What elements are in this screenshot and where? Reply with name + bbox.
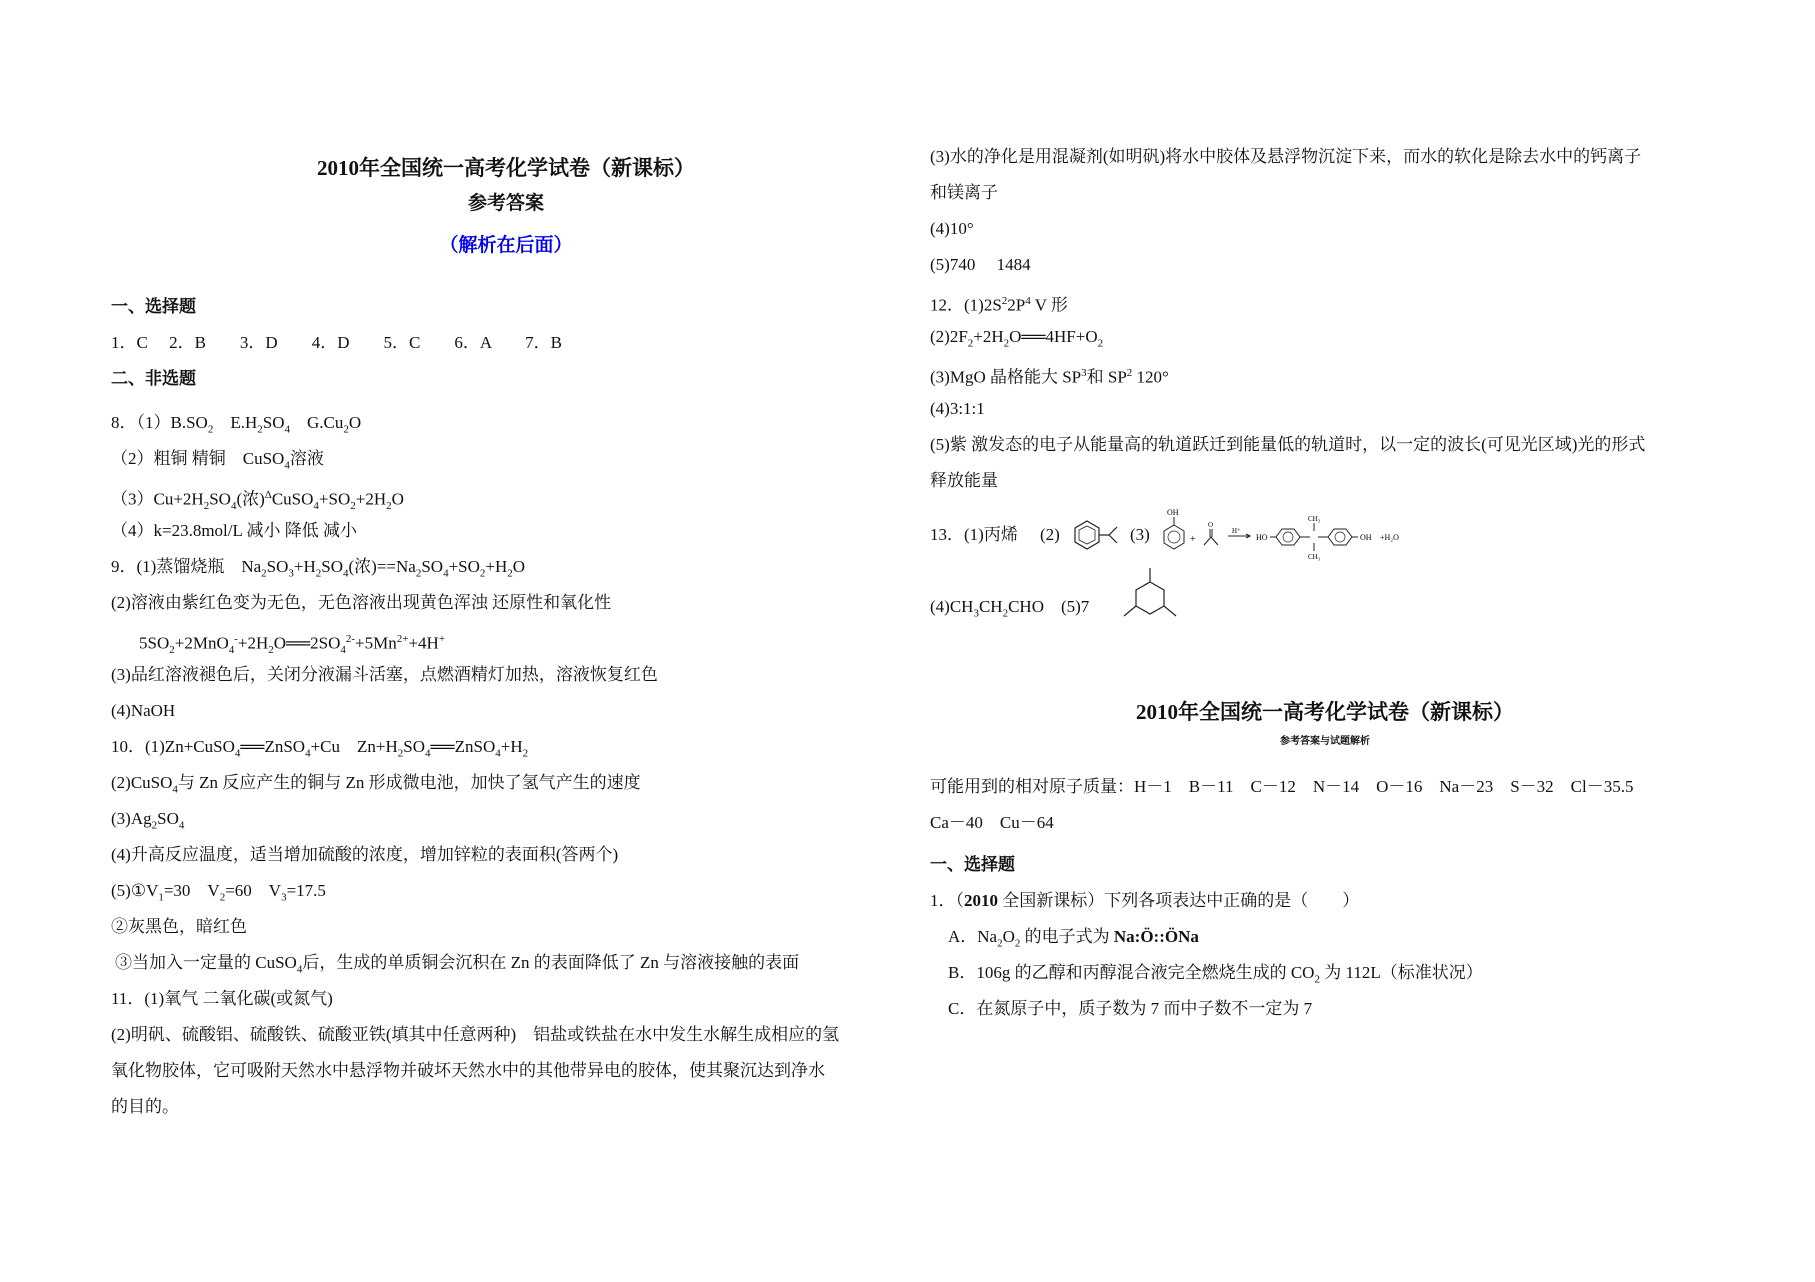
q11-line2a: (2)明矾、硫酸铝、硫酸铁、硫酸亚铁(填其中任意两种) 铝盐或铁盐在水中发生水解生成相应的氢 — [111, 1025, 840, 1044]
q13-line4: $(4)CH_3CH_2CHO$ (5)7 — [930, 597, 1090, 620]
svg-text:CH₃: CH₃ — [1308, 515, 1321, 523]
q12-line5a: (5)紫 激发态的电子从能量高的轨道跃迁到能量低的轨道时，以一定的波长(可见光区域)光的形式 — [930, 435, 1646, 454]
q9-line2b: $5SO_2+2MnO_4^-+2H_2O══2SO_4^{2-}+5Mn^{2+}+4H^+$ — [139, 633, 446, 657]
q11-line1: 11．(1)氧气 二氧化碳(或氮气) — [111, 989, 333, 1008]
analysis-title: 2010年全国统一高考化学试卷（新课标） — [1136, 700, 1514, 724]
svg-text:H⁺: H⁺ — [1232, 527, 1241, 535]
page-title: 2010年全国统一高考化学试卷（新课标） — [317, 156, 695, 180]
q10-line1: 10．(1)Zn+CuSO$_4$══ZnSO$_4$+Cu $Zn+H_2SO_4══ZnSO_4+H_2$ — [111, 737, 529, 760]
q10-line5c: ③当加入一定量的 CuSO$_4$后，生成的单质铜会沉积在 Zn 的表面降低了 Zn 与溶液接触的表面 — [115, 953, 800, 976]
q11-line5: (5)740 1484 — [930, 255, 1031, 274]
choice-answers: 1．C 2．B 3．D 4．D 5．C 6．A 7．B — [111, 333, 562, 352]
option-b: B．106g 的乙醇和丙醇混合液完全燃烧生成的 $CO_2$ 为 112L（标准状况） — [948, 963, 1483, 986]
q10-line2: (2)CuSO$_4$与 Zn 反应产生的铜与 Zn 形成微电池，加快了氢气产生的速度 — [111, 773, 641, 796]
svg-text:O: O — [1208, 521, 1214, 529]
q9-line3: (3)品红溶液褪色后，关闭分液漏斗活塞，点燃酒精灯加热，溶液恢复红色 — [111, 665, 658, 684]
analysis-note: （解析在后面） — [439, 235, 573, 256]
q12-line4: (4)3:1:1 — [930, 399, 985, 418]
option-c: C．在氮原子中，质子数为 7 而中子数不一定为 7 — [948, 999, 1313, 1018]
section-nonchoice: 二、非选题 — [111, 369, 196, 388]
q8-line3: $(3)Cu+2H_2SO_4$(浓)$^\Delta CuSO_4+SO_2+2H_2O$ — [111, 489, 404, 513]
q12-line3: (3)MgO 晶格能大 $SP^3$和 $SP^2$ 120° — [930, 367, 1169, 387]
q12-line1: 12．$(1)2S^22P^4$ V 形 — [930, 295, 1068, 315]
mesitylene-structure-icon — [1110, 560, 1190, 640]
q11-line2b: 氧化物胶体，它可吸附天然水中悬浮物并破坏天然水中的其他带异电的胶体，使其聚沉达到净水 — [111, 1061, 825, 1080]
section-choice: 一、选择题 — [111, 297, 196, 316]
bisphenol-reaction-icon — [1158, 505, 1488, 565]
q8-line4: （4）k=23.8mol/L 减小 降低 减小 — [111, 521, 358, 540]
q9-line1: 9．(1)蒸馏烧瓶 $Na_2SO_3+H_2SO_4$(浓)$==Na_2SO_4+SO_2+H_2O$ — [111, 557, 526, 580]
atomic-masses-2: Ca－40 Cu－64 — [930, 813, 1054, 832]
q10-line5b: ②灰黑色，暗红色 — [111, 917, 247, 936]
q11-line3b: 和镁离子 — [930, 183, 998, 202]
svg-text:HO: HO — [1256, 533, 1268, 542]
q11-line3a: (3)水的净化是用混凝剂(如明矾)将水中胶体及悬浮物沉淀下来，而水的软化是除去水中的钙离子 — [930, 147, 1642, 166]
q11-line4: (4)10° — [930, 219, 974, 238]
q13-line1: 13．(1)丙烯 — [930, 525, 1018, 544]
q12-line2: $(2)2F_2+2H_2O══4HF+O_2$ — [930, 327, 1104, 350]
q13-line3: (3) — [1130, 525, 1150, 544]
q13-line2: (2) — [1040, 525, 1060, 544]
q11-line2c: 的目的。 — [111, 1097, 179, 1116]
analysis-subtitle: 参考答案与试题解析 — [1280, 736, 1370, 747]
option-a: A．$Na_2O_2$ 的电子式为 Na:Ö::ÖNa — [948, 927, 1199, 950]
svg-text:CH₃: CH₃ — [1308, 553, 1321, 561]
cumene-structure-icon — [1065, 515, 1125, 555]
atomic-masses: 可能用到的相对原子质量：H－1 B－11 C－12 N－14 O－16 Na－23 S－32 Cl－35.5 — [930, 777, 1634, 796]
q9-line2: (2)溶液由紫红色变为无色，无色溶液出现黄色浑浊 还原性和氧化性 — [111, 593, 612, 612]
q8-line2: （2）粗铜 精铜 CuSO$_4$溶液 — [111, 449, 324, 472]
svg-text:+: + — [1190, 534, 1196, 545]
q12-line5b: 释放能量 — [930, 471, 998, 490]
q8-line1: 8．$(1)B.SO_2$ $E.H_2SO_4$ $G.Cu_2O$ — [111, 413, 362, 436]
q10-line3: $(3)Ag_2SO_4$ — [111, 809, 185, 832]
page-subtitle: 参考答案 — [467, 193, 544, 214]
analysis-section-choice: 一、选择题 — [930, 855, 1015, 874]
problem-1: 1．（2010 全国新课标）下列各项表达中正确的是（ ） — [930, 891, 1360, 910]
q10-line5: $(5)①V_1=30$ $V_2=60$ $V_3=17.5$ — [111, 881, 326, 904]
svg-text:+H₂O: +H₂O — [1380, 533, 1399, 542]
q10-line4: (4)升高反应温度，适当增加硫酸的浓度，增加锌粒的表面积(答两个) — [111, 845, 619, 864]
q9-line4: (4)NaOH — [111, 701, 176, 720]
svg-text:OH: OH — [1360, 533, 1372, 542]
svg-text:OH: OH — [1167, 508, 1179, 517]
